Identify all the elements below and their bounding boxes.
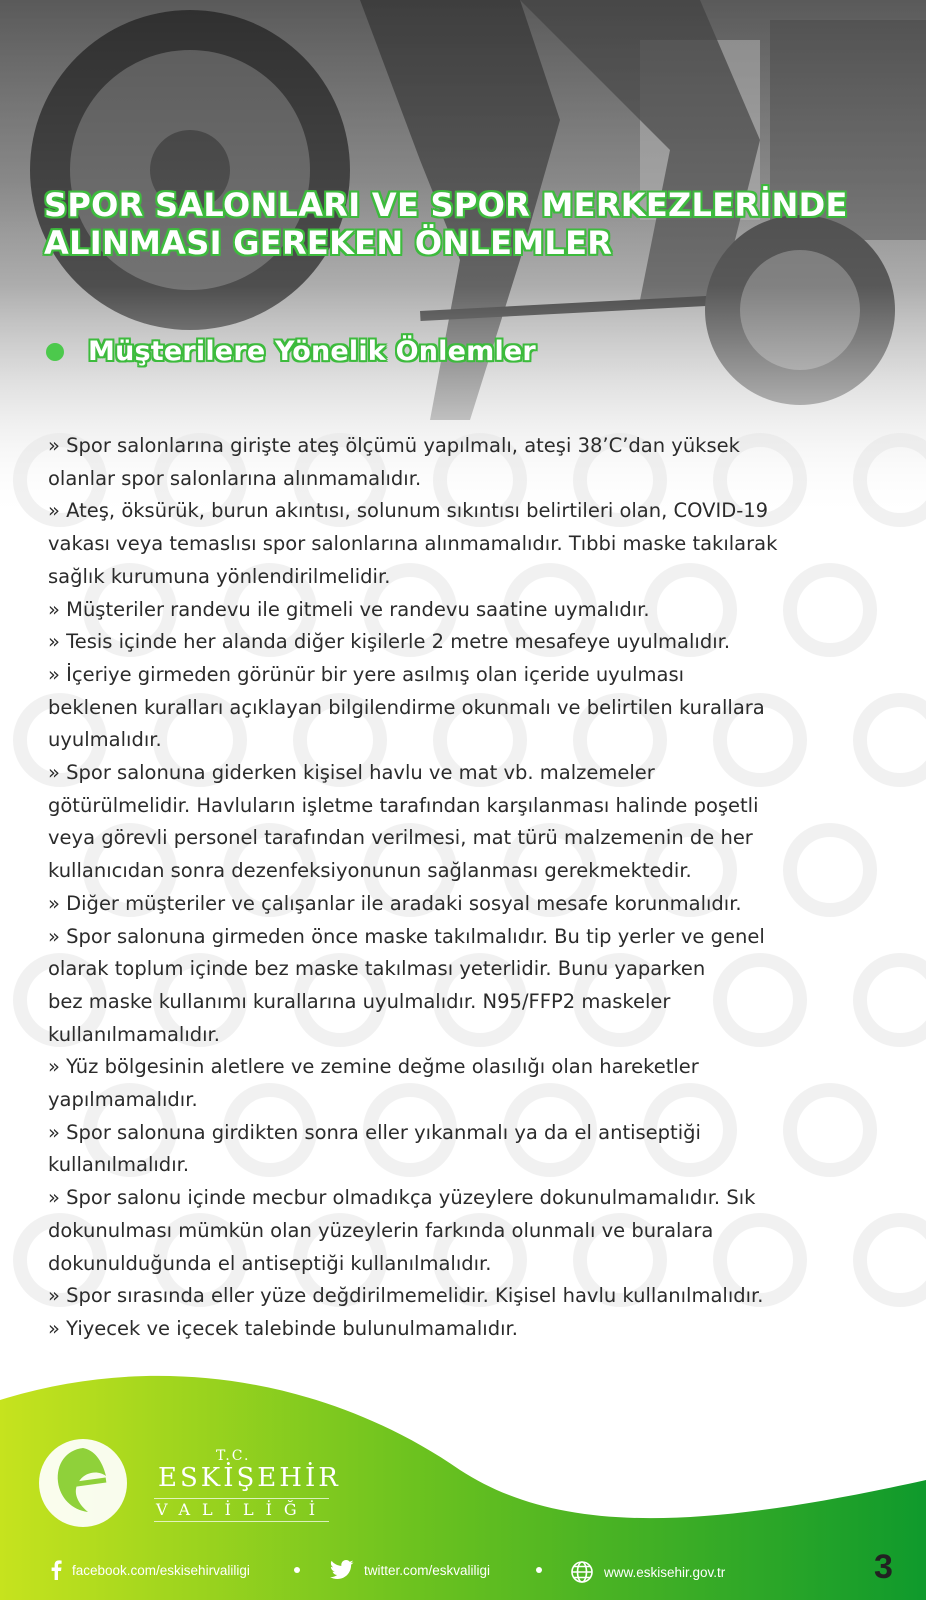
measure-item: » Spor salonlarına girişte ateş ölçümü yapılmalı, ateşi 38’C’dan yüksek olanlar spor salonlarına alınmamalıdır. (48, 434, 740, 490)
measure-item: » Tesis içinde her alanda diğer kişilerle 2 metre mesafeye uyulmalıdır. (48, 630, 731, 654)
page-title (44, 186, 904, 262)
twitter-icon (330, 1560, 354, 1580)
measure-item: » Spor salonuna giderken kişisel havlu ve mat vb. malzemeler götürülmelidir. Havluların işletme tarafından karşılanması halinde poşetli veya görevli personel tarafından verilmesi, mat türü malzemenin de her kullanıcıdan sonra dezenfeksiyonunun sağlanması gerekmektedir. (48, 761, 759, 883)
measures-list (48, 430, 898, 1346)
website-link[interactable] (570, 1560, 725, 1584)
measure-item: » Spor sırasında eller yüze değdirilmemelidir. Kişisel havlu kullanılmalıdır. (48, 1284, 764, 1308)
bullet-dot-icon (46, 343, 64, 361)
measure-item: » Ateş, öksürük, burun akıntısı, solunum sıkıntısı belirtileri olan, COVID-19 vakası veya temaslısı spor salonlarına alınmamalıdır. Tıbbi maske takılarak sağlık kurumuna yönlendirilmelidir. (48, 499, 778, 588)
measure-item: » Spor salonu içinde mecbur olmadıkça yüzeylere dokunulmamalıdır. Sık dokunulması mümkün olan yüzeylerin farkında olunmalı ve buralara dokunulduğunda el antiseptiği kullanılmalıdır. (48, 1186, 756, 1275)
facebook-text: facebook.com/eskisehirvaliligi (72, 1562, 250, 1578)
measure-item: » Müşteriler randevu ile gitmeli ve randevu saatine uymalıdır. (48, 597, 650, 621)
measure-item: » Spor salonuna girmeden önce maske takılmalıdır. Bu tip yerler ve genel olarak toplum içinde bez maske takılması yeterlidir. Bunu yaparken bez maske kullanımı kurallarına uyulmalıdır. N95/FFP2 maskeler kullanılmamalıdır. (48, 924, 765, 1046)
logo-name: ESKİŞEHİR (158, 1463, 341, 1493)
separator-dot (536, 1567, 542, 1573)
measure-item: » Yiyecek ve içecek talebinde bulunulmamalıdır. (48, 1316, 518, 1340)
logo-sub: VALİLİĞİ (154, 1498, 329, 1522)
page-number: 3 (874, 1548, 893, 1586)
section-heading (46, 336, 536, 367)
website-text: www.eskisehir.gov.tr (604, 1564, 726, 1580)
measure-item: » Spor salonuna girdikten sonra eller yıkanmalı ya da el antiseptiği kullanılmalıdır. (48, 1120, 701, 1177)
logo-tc: T.C. (216, 1448, 251, 1464)
measure-item: » Diğer müşteriler ve çalışanlar ile aradaki sosyal mesafe korunmalıdır. (48, 891, 742, 915)
globe-icon (570, 1560, 594, 1584)
twitter-text: twitter.com/eskvaliligi (364, 1562, 491, 1578)
twitter-link[interactable] (330, 1560, 490, 1580)
section-heading-text: Müşterilere Yönelik Önlemler (88, 336, 536, 367)
measure-item: » Yüz bölgesinin aletlere ve zemine değme olasılığı olan hareketler yapılmamalıdır. (48, 1055, 699, 1112)
facebook-link[interactable] (50, 1560, 250, 1580)
title-line-2: ALINMASI GEREKEN ÖNLEMLER (44, 224, 613, 262)
eskisehir-logo-icon (36, 1436, 130, 1530)
separator-dot (294, 1567, 300, 1573)
measure-item: » İçeriye girmeden görünür bir yere asılmış olan içeride uyulması beklenen kuralları açıklayan bilgilendirme okunmalı ve belirtilen kurallara uyulmalıdır. (48, 662, 765, 752)
facebook-icon (50, 1560, 62, 1580)
title-line-1: SPOR SALONLARI VE SPOR MERKEZLERİNDE (44, 186, 848, 224)
